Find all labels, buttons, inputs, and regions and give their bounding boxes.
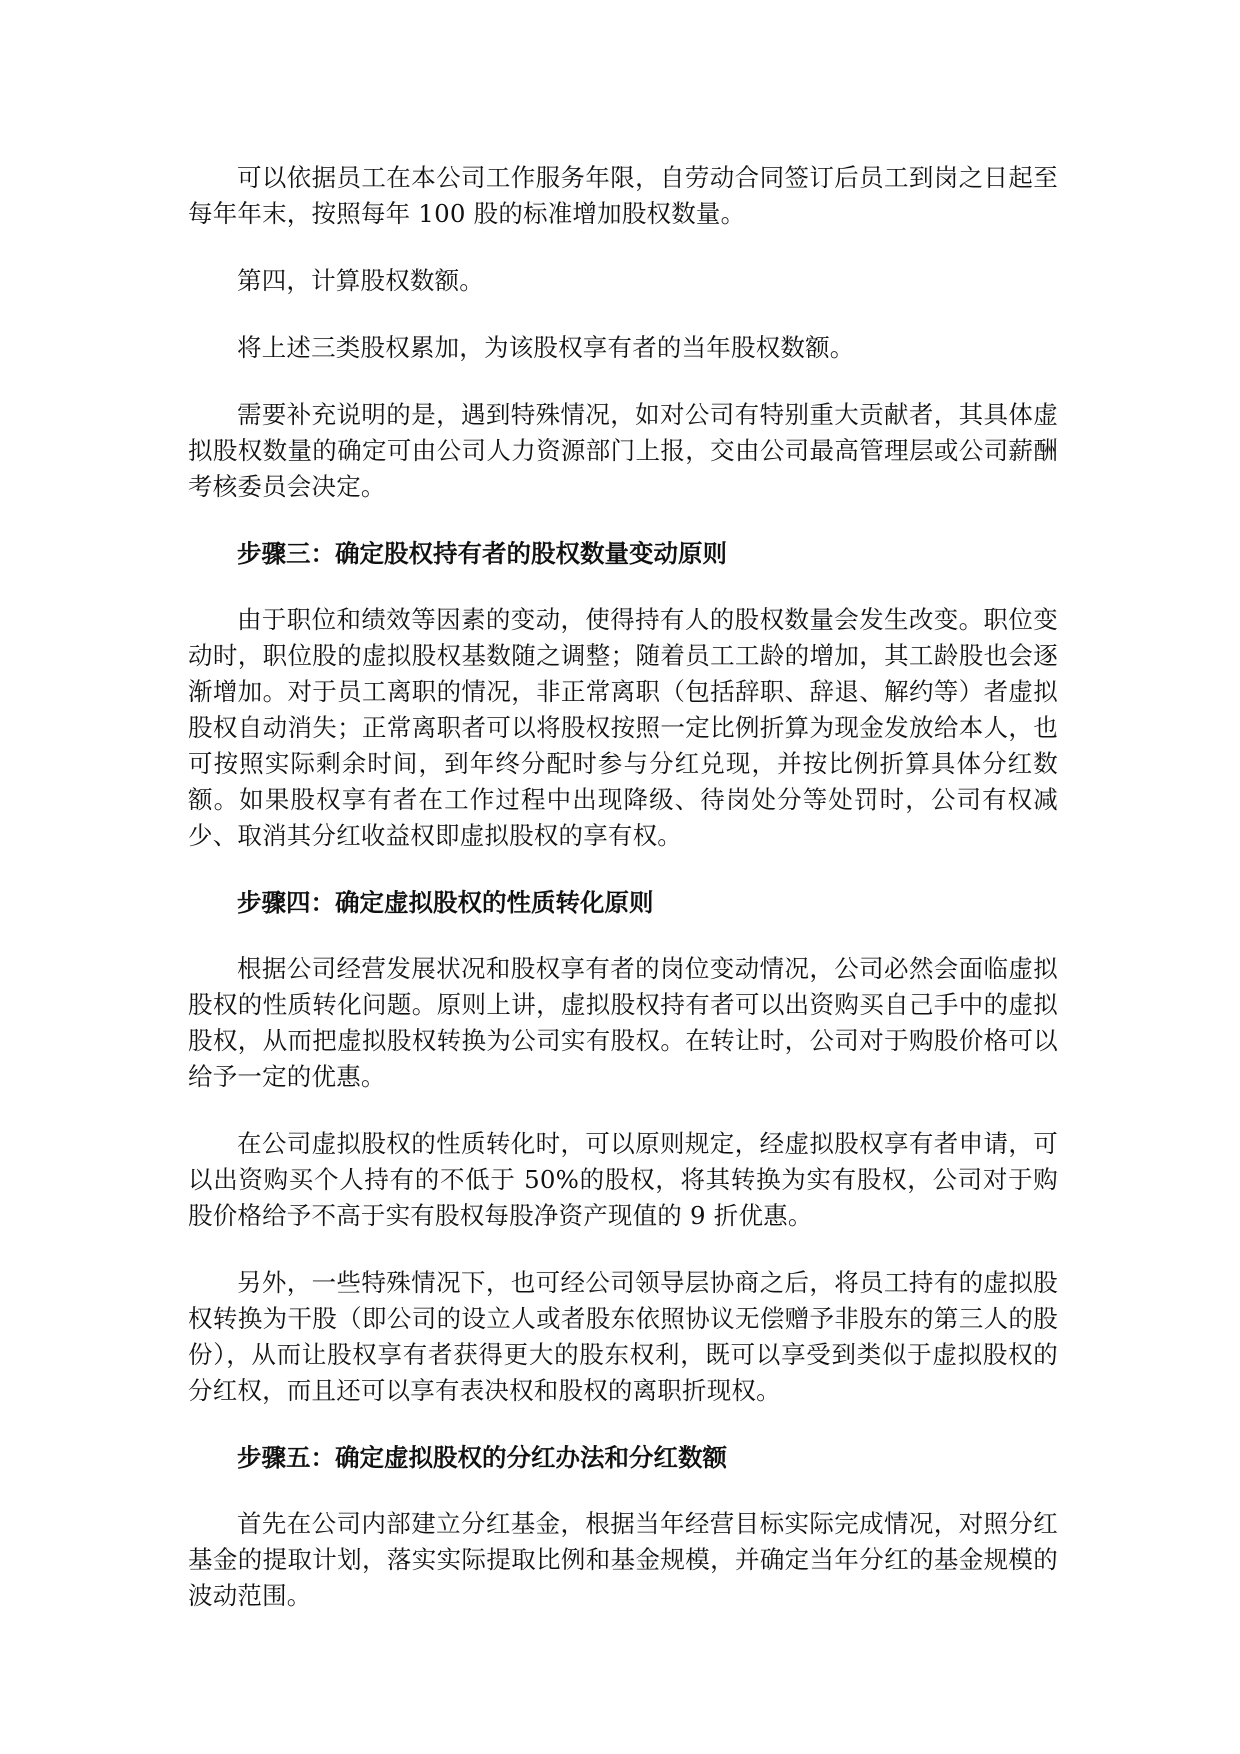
- paragraph-step-four-calc: 第四，计算股权数额。: [237, 266, 484, 295]
- heading-step-three: 步骤三：确定股权持有者的股权数量变动原则: [237, 539, 727, 568]
- paragraph-dry-shares: 另外，一些特殊情况下，也可经公司领导层协商之后，将员工持有的虚拟股权转换为干股（即公司的设立人或者股东依照协议无偿赠予非股东的第三人的股份），从而让股权享有者获得更大的股东权利，既可以享受到类似于虚拟股权的分红权，而且还可以享有表决权和股权的离职折现权。: [188, 1268, 1058, 1405]
- heading-step-four: 步骤四：确定虚拟股权的性质转化原则: [237, 888, 654, 917]
- paragraph-conversion-principle: 根据公司经营发展状况和股权享有者的岗位变动情况，公司必然会面临虚拟股权的性质转化问题。原则上讲，虚拟股权持有者可以出资购买自己手中的虚拟股权，从而把虚拟股权转换为公司实有股权。在转让时，公司对于购股价格可以给予一定的优惠。: [188, 954, 1058, 1091]
- paragraph-sum-shares: 将上述三类股权累加，为该股权享有者的当年股权数额。: [237, 333, 855, 362]
- heading-step-five: 步骤五：确定虚拟股权的分红办法和分红数额: [237, 1443, 727, 1472]
- paragraph-share-changes: 由于职位和绩效等因素的变动，使得持有人的股权数量会发生改变。职位变动时，职位股的虚拟股权基数随之调整；随着员工工龄的增加，其工龄股也会逐渐增加。对于员工离职的情况，非正常离职（包括辞职、辞退、解约等）者虚拟股权自动消失；正常离职者可以将股权按照一定比例折算为现金发放给本人，也可按照实际剩余时间，到年终分配时参与分红兑现，并按比例折算具体分红数额。如果股权享有者在工作过程中出现降级、待岗处分等处罚时，公司有权减少、取消其分红收益权即虚拟股权的享有权。: [188, 605, 1058, 850]
- paragraph-service-years: 可以依据员工在本公司工作服务年限，自劳动合同签订后员工到岗之日起至每年年末，按照每年 100 股的标准增加股权数量。: [188, 163, 1058, 228]
- paragraph-dividend-fund: 首先在公司内部建立分红基金，根据当年经营目标实际完成情况，对照分红基金的提取计划，落实实际提取比例和基金规模，并确定当年分红的基金规模的波动范围。: [188, 1509, 1058, 1610]
- document-page: [188, 160, 1058, 1645]
- paragraph-special-cases: 需要补充说明的是，遇到特殊情况，如对公司有特别重大贡献者，其具体虚拟股权数量的确定可由公司人力资源部门上报，交由公司最高管理层或公司薪酬考核委员会决定。: [188, 400, 1058, 501]
- paragraph-conversion-rule: 在公司虚拟股权的性质转化时，可以原则规定，经虚拟股权享有者申请，可以出资购买个人持有的不低于 50%的股权，将其转换为实有股权，公司对于购股价格给予不高于实有股权每股净资产现值的 9 折优惠。: [188, 1129, 1058, 1230]
